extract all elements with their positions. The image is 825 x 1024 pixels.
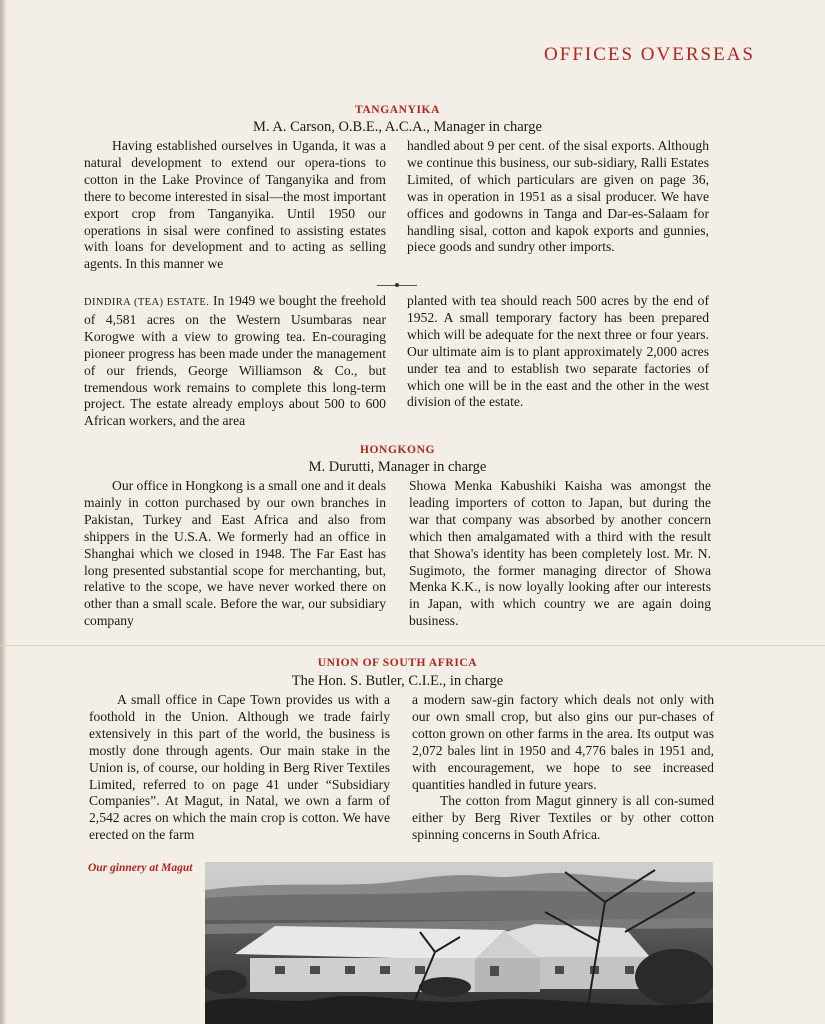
south-africa-left-column	[89, 692, 390, 844]
text-line: sumed either by Berg River Textiles or by other	[412, 793, 714, 826]
text-line: Although we continue this business, our sub-	[407, 138, 709, 170]
manager-south-africa: The Hon. S. Butler, C.I.E., in charge	[291, 673, 504, 689]
tanganyika-right-column	[407, 138, 709, 256]
text-line: planted with tea should reach 500 acres by the	[407, 293, 669, 308]
section-divider	[377, 282, 417, 288]
text-line: former managing director of Showa Menka K.K.,	[409, 562, 712, 595]
section-title-hongkong: HONGKONG	[359, 444, 436, 456]
hongkong-left-column	[84, 478, 386, 630]
text-line: business is mostly done through agents. Our main	[89, 725, 390, 758]
text-line: Our office in Hongkong is a small one and it	[112, 478, 355, 493]
dindira-right-column	[407, 293, 709, 411]
text-line: & Co., but tremendous work remains to complete	[84, 362, 386, 395]
manager-tanganyika: M. A. Carson, O.B.E., A.C.A., Manager in charge	[253, 119, 542, 135]
text-line: approximately 2,000 acres under tea and to	[407, 343, 709, 376]
text-line: Its output was 2,072 bales lint in 1950 and 4,776	[412, 725, 714, 758]
photo-caption: Our ginnery at Magut	[88, 862, 193, 874]
south-africa-right-column	[412, 692, 714, 844]
text-line: The cotton from Magut ginnery is all con-	[440, 793, 679, 809]
dindira-estate-label: DINDIRA (TEA) ESTATE.	[84, 297, 210, 308]
text-line: to acting as selling agents. In this manner we	[84, 239, 386, 272]
text-line: chases of cotton grown on other farms in the area.	[412, 708, 714, 741]
text-line: to see increased quantities handled in future years.	[412, 759, 714, 792]
text-line: freehold of 4,581 acres on the Western Usumbaras	[84, 293, 386, 327]
text-line: Berg River Textiles Limited, referred to on page	[89, 759, 390, 792]
running-head: OFFICES OVERSEAS	[544, 44, 755, 65]
text-line: establish two separate factories of which one will	[407, 360, 709, 393]
text-line: deals mainly in cotton purchased by our own	[84, 478, 386, 510]
text-line: about 500 to 600 African workers, and the area	[84, 396, 386, 429]
dindira-left-column	[84, 293, 386, 430]
text-line: In 1949 we bought the	[209, 293, 337, 308]
text-line: 41 under “Subsidiary Companies”. At Magut, in	[89, 776, 390, 809]
tanganyika-left-column	[84, 138, 386, 273]
text-line: Showa Menka Kabushiki Kaisha was amongst	[409, 478, 687, 493]
text-line: cotton and kapok exports and gunnies, piece	[407, 222, 709, 255]
text-line: to assisting estates with loans for development and	[84, 222, 387, 255]
page-fold	[0, 645, 825, 646]
text-line: with a foothold in the Union. Although we trade	[89, 692, 391, 724]
text-line: fairly extensively in this part of the world, the	[89, 708, 390, 741]
text-line: a modern saw-gin factory which deals not only	[412, 692, 685, 707]
text-line: this long-term project. The estate already employs	[84, 379, 386, 412]
text-line: handled about 9 per cent. of the sisal exports.	[407, 138, 655, 153]
text-line: near Korogwe with a view to growing tea. En-	[84, 311, 386, 344]
text-line: with which country we are again doing business.	[409, 596, 711, 629]
text-line: branches in Pakistan, Turkey and East Africa and	[84, 494, 386, 527]
text-line: Having established ourselves in Uganda, it	[112, 138, 350, 153]
text-line: the management of our friends, George Williamson	[84, 345, 386, 378]
text-line: stake in the Union is, of course, our holding in	[89, 742, 390, 775]
text-line: goods and sundry other imports.	[439, 239, 615, 255]
text-line: Tanga and Dar-es-Salaam for handling sisal,	[407, 205, 709, 238]
ginnery-photo	[205, 862, 713, 1024]
text-line: also from shippers in the U.S.A. We formerly had	[84, 511, 386, 544]
text-line: sidiary, Ralli Estates Limited, of which particulars	[407, 154, 709, 187]
manager-hongkong: M. Durutti, Manager in charge	[308, 459, 487, 475]
text-line: most important export crop from Tanganyika.	[84, 188, 386, 221]
text-line: the leading importers of cotton to Japan, but	[409, 478, 711, 510]
text-line: been completely lost. Mr. N. Sugimoto, the	[409, 545, 711, 578]
page-edge	[0, 0, 6, 1024]
text-line: couraging pioneer progress has been made under	[84, 328, 386, 361]
text-line: of the estate.	[454, 394, 524, 410]
ginnery-illustration	[205, 862, 713, 1024]
text-line: another concern which then amalgamated with a	[409, 511, 711, 544]
text-line: is now loyally looking after our interests in Japan,	[409, 579, 711, 612]
section-title-tanganyika: TANGANYIKA	[354, 104, 440, 116]
text-line: main crop is cotton. We have erected on the farm	[89, 810, 390, 843]
text-line: and from there to become interested in sisal—the	[84, 171, 386, 204]
text-line: A small office in Cape Town provides us	[117, 692, 350, 707]
text-line: Natal, we own a farm of 2,542 acres on which the	[89, 793, 390, 826]
text-line: cotton spinning concerns in South Africa.	[412, 810, 714, 843]
text-line: be in the east and the other in the west division	[407, 377, 709, 410]
text-line: are given on page 36, was in operation in 1951 as	[407, 171, 709, 204]
hongkong-right-column	[409, 478, 711, 630]
text-line: third with the result that Showa's identity has	[409, 528, 711, 561]
text-line: an office in Shanghai which we closed in 1948.	[84, 528, 386, 561]
text-line: we have never worked there on other than a small	[84, 579, 386, 612]
text-line: The Far East has long presented substantial	[84, 545, 387, 578]
text-line: prepared which will be adequate for the next three	[407, 309, 709, 342]
text-line: a sisal producer. We have offices and godowns in	[407, 188, 709, 221]
text-line: end of 1952. A small temporary factory has been	[407, 293, 709, 325]
text-line: scope for merchanting, but, relative to the scope,	[84, 562, 386, 595]
text-line: or four years. Our ultimate aim is to plant	[407, 326, 709, 359]
text-line: scale. Before the war, our subsidiary company	[84, 596, 386, 629]
text-line: Until 1950 our operations in sisal were confined	[84, 205, 386, 238]
text-line: during the war that company was absorbed by	[409, 494, 711, 527]
text-line: with our own small crop, but also gins our pur-	[412, 692, 714, 724]
section-title-south-africa: UNION OF SOUTH AFRICA	[317, 657, 478, 669]
text-line: was a natural development to extend our opera-	[84, 138, 386, 170]
text-line: tions to cotton in the Lake Province of Tanganyika	[84, 154, 386, 187]
text-line: bales in 1951 and, with encouragement, we hope	[412, 742, 714, 775]
